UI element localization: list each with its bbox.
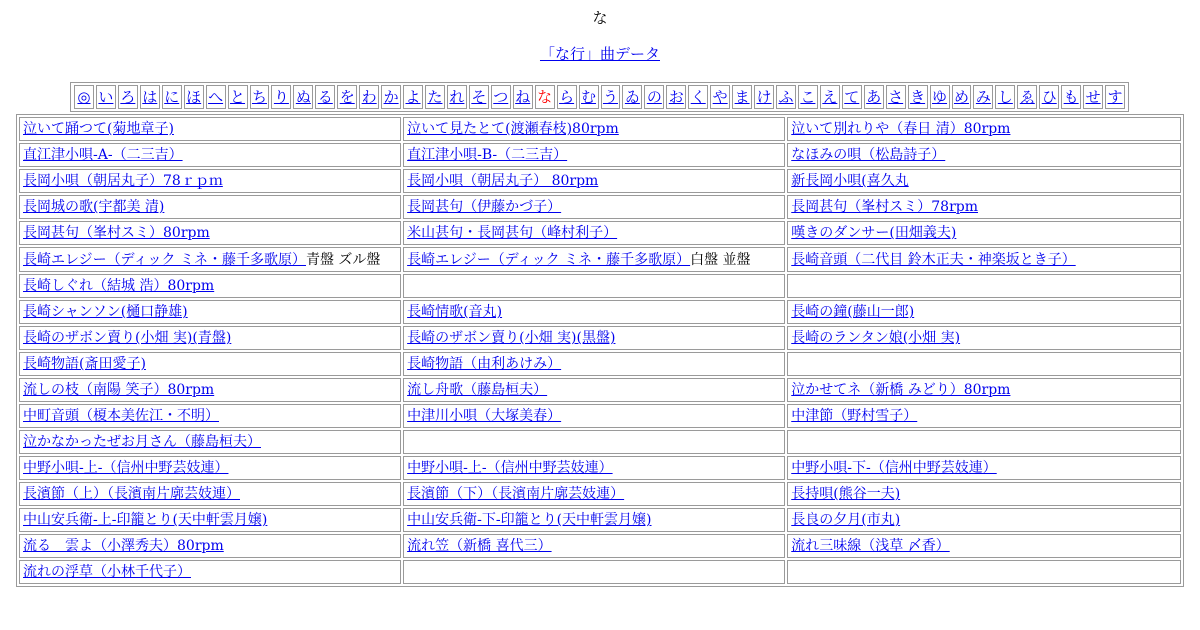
- kana-index-link[interactable]: と: [228, 85, 248, 109]
- kana-index-link[interactable]: ゐ: [622, 85, 642, 109]
- kana-index-link[interactable]: つ: [491, 85, 511, 109]
- page-title: な: [592, 9, 608, 27]
- kana-index-bar: [70, 82, 1129, 112]
- kana-index-link[interactable]: し: [995, 85, 1015, 109]
- song-link[interactable]: 中野小唄-上-（信州中野芸妓連）: [23, 460, 229, 476]
- table-cell: [787, 300, 1181, 324]
- table-cell: [403, 508, 785, 532]
- table-row: [19, 430, 1181, 454]
- kana-index-link[interactable]: の: [644, 85, 664, 109]
- table-cell: [403, 300, 785, 324]
- kana-index-link[interactable]: み: [973, 85, 993, 109]
- song-link[interactable]: 長崎の鐘(藤山一郎): [791, 304, 915, 320]
- table-row: [19, 326, 1181, 350]
- song-link[interactable]: 長崎エレジー（ディック ミネ・藤千多歌原）: [407, 252, 691, 268]
- song-link[interactable]: 泣いて踊つて(菊地章子): [23, 121, 174, 137]
- kana-index-link[interactable]: へ: [206, 85, 226, 109]
- kana-index-link[interactable]: そ: [469, 85, 489, 109]
- table-row: [19, 143, 1181, 167]
- table-cell: [19, 508, 401, 532]
- table-row: [19, 300, 1181, 324]
- kana-index-link[interactable]: め: [952, 85, 972, 109]
- subtitle-link[interactable]: 「な行」曲データ: [539, 45, 660, 63]
- table-cell: [403, 247, 785, 272]
- table-row: [19, 508, 1181, 532]
- table-cell: [787, 247, 1181, 272]
- table-cell: [787, 378, 1181, 402]
- song-link[interactable]: なほみの唄（松島詩子）: [791, 147, 946, 163]
- kana-index-link[interactable]: ぬ: [293, 85, 313, 109]
- table-cell: [19, 247, 401, 272]
- table-cell: [787, 534, 1181, 558]
- table-cell: [403, 352, 785, 376]
- kana-index-link[interactable]: ら: [557, 85, 577, 109]
- kana-index-link[interactable]: ね: [513, 85, 533, 109]
- song-link[interactable]: 流れ三味線（浅草 〆香）: [791, 538, 950, 554]
- kana-index-link[interactable]: に: [162, 85, 182, 109]
- table-cell: [19, 195, 401, 219]
- kana-index-link[interactable]: は: [140, 85, 160, 109]
- kana-index-link[interactable]: も: [1061, 85, 1081, 109]
- song-link[interactable]: 長崎のランタン娘(小畑 実): [791, 330, 961, 346]
- table-cell: [19, 534, 401, 558]
- song-link[interactable]: 長岡甚句（峯村スミ）78rpm: [791, 199, 978, 215]
- song-link[interactable]: 流れの浮草（小林千代子）: [23, 564, 191, 580]
- kana-index-link[interactable]: を: [337, 85, 357, 109]
- song-link[interactable]: 泣かせてネ（新橋 みどり）80rpm: [791, 382, 1011, 398]
- kana-index-link[interactable]: せ: [1083, 85, 1103, 109]
- table-cell: [403, 274, 785, 298]
- table-row: [19, 534, 1181, 558]
- song-link[interactable]: 中津節（野村雪子）: [791, 408, 918, 424]
- song-link[interactable]: 長崎物語(斎田愛子): [23, 356, 146, 372]
- table-cell: [19, 221, 401, 245]
- song-link[interactable]: 泣いて見たとて(渡瀬春枝)80rpm: [407, 121, 619, 137]
- table-row: [19, 456, 1181, 480]
- table-cell: [19, 430, 401, 454]
- table-cell: [787, 430, 1181, 454]
- kana-index-link[interactable]: け: [754, 85, 774, 109]
- table-cell: [787, 117, 1181, 141]
- kana-index-link[interactable]: う: [601, 85, 621, 109]
- song-link[interactable]: 長濱節（下）（長濱南片廓芸妓連）: [407, 486, 625, 502]
- song-link[interactable]: 長岡甚句（峯村スミ）80rpm: [23, 225, 210, 241]
- table-cell: [403, 143, 785, 167]
- song-link[interactable]: 長崎しぐれ（結城 浩）80rpm: [23, 278, 215, 294]
- table-cell: [787, 352, 1181, 376]
- song-link[interactable]: 米山甚句・長岡甚句（峰村利子）: [407, 225, 618, 241]
- table-cell: [19, 169, 401, 193]
- song-link[interactable]: 長岡甚句（伊藤かづ子）: [407, 199, 562, 215]
- kana-index-link[interactable]: す: [1105, 85, 1125, 109]
- kana-index-link[interactable]: や: [710, 85, 730, 109]
- song-link[interactable]: 長崎音頭（二代目 鈴木正夫・神楽坂とき子）: [791, 251, 1076, 268]
- table-cell: [787, 274, 1181, 298]
- table-cell: [19, 352, 401, 376]
- kana-index-link[interactable]: ◎: [74, 85, 94, 109]
- song-link[interactable]: 長岡小唄（朝居丸子） 80rpm: [407, 173, 599, 189]
- song-link[interactable]: 流しの枝（南陽 笑子）80rpm: [23, 382, 215, 398]
- song-link[interactable]: 長良の夕月(市丸): [791, 512, 901, 528]
- table-cell: [787, 169, 1181, 193]
- table-cell: [403, 456, 785, 480]
- table-cell: [787, 456, 1181, 480]
- kana-index-link[interactable]: か: [381, 85, 401, 109]
- song-link[interactable]: 中津川小唄（大塚美春）: [407, 408, 562, 424]
- table-cell: [19, 404, 401, 428]
- song-link[interactable]: 長崎のザボン賣り(小畑 実)(青盤): [23, 330, 232, 346]
- song-link[interactable]: 長持唄(熊谷一夫): [791, 486, 901, 502]
- table-cell: [403, 117, 785, 141]
- table-cell: [403, 378, 785, 402]
- kana-index-link[interactable]: く: [688, 85, 708, 109]
- kana-index-link[interactable]: え: [820, 85, 840, 109]
- table-cell: [19, 143, 401, 167]
- song-link[interactable]: 流れ笠（新橋 喜代三）: [407, 538, 552, 554]
- table-row: [19, 560, 1181, 584]
- table-row: [19, 195, 1181, 219]
- song-link[interactable]: 嘆きのダンサー(田畑義夫): [791, 225, 957, 241]
- kana-index-link[interactable]: ゆ: [930, 85, 950, 109]
- table-row: [19, 352, 1181, 376]
- song-link[interactable]: 長崎のザボン賣り(小畑 実)(黒盤): [407, 330, 616, 346]
- kana-index-link[interactable]: お: [666, 85, 686, 109]
- table-cell: [403, 326, 785, 350]
- song-note: 青盤 ズル盤: [305, 252, 381, 268]
- subtitle-link-wrap: [0, 45, 1200, 63]
- song-link[interactable]: 長崎エレジー（ディック ミネ・藤千多歌原）: [23, 252, 306, 268]
- kana-index-link[interactable]: ふ: [776, 85, 796, 109]
- kana-index-link[interactable]: ろ: [118, 85, 138, 109]
- table-row: [19, 221, 1181, 245]
- table-cell: [19, 117, 401, 141]
- kana-index-link[interactable]: い: [96, 85, 116, 109]
- table-cell: [19, 274, 401, 298]
- table-cell: [403, 221, 785, 245]
- kana-index-link[interactable]: ほ: [184, 85, 204, 109]
- table-cell: [787, 143, 1181, 167]
- table-cell: [19, 456, 401, 480]
- table-cell: [19, 378, 401, 402]
- song-link[interactable]: 中山安兵衛-下-印籠とり(天中軒雲月嬢): [407, 512, 652, 528]
- song-link[interactable]: 中野小唄-上-（信州中野芸妓連）: [407, 460, 613, 476]
- song-link[interactable]: 長岡城の歌(宇都美 清): [23, 199, 165, 215]
- kana-index-link[interactable]: れ: [447, 85, 467, 109]
- song-link[interactable]: 泣かなかったぜお月さん（藤島桓夫）: [23, 434, 261, 450]
- song-link[interactable]: 流し舟歌（藤島桓夫）: [407, 382, 548, 398]
- table-cell: [403, 560, 785, 584]
- kana-index-link[interactable]: ち: [250, 85, 270, 109]
- song-link[interactable]: 長崎情歌(音丸): [407, 304, 503, 320]
- song-table: [16, 114, 1184, 587]
- kana-index-link[interactable]: よ: [403, 85, 423, 109]
- kana-index-link[interactable]: む: [579, 85, 599, 109]
- table-cell: [403, 169, 785, 193]
- song-link[interactable]: 泣いて別れりや（春日 清）80rpm: [791, 121, 1011, 137]
- song-link[interactable]: 中町音頭（榎本美佐江・不明）: [23, 408, 219, 424]
- kana-index-link[interactable]: て: [842, 85, 862, 109]
- table-cell: [787, 404, 1181, 428]
- kana-index-link[interactable]: ひ: [1039, 85, 1059, 109]
- table-cell: [787, 326, 1181, 350]
- kana-index-link[interactable]: あ: [864, 85, 884, 109]
- table-cell: [787, 195, 1181, 219]
- table-cell: [403, 195, 785, 219]
- kana-index-link[interactable]: ま: [732, 85, 752, 109]
- table-row: [19, 482, 1181, 506]
- kana-index-link[interactable]: こ: [798, 85, 818, 109]
- kana-index-link[interactable]: さ: [886, 85, 906, 109]
- song-link[interactable]: 流る 雲よ（小澤秀夫）80rpm: [23, 538, 224, 554]
- table-row: [19, 169, 1181, 193]
- table-cell: [787, 221, 1181, 245]
- kana-index-link[interactable]: た: [425, 85, 445, 109]
- kana-index-link[interactable]: わ: [359, 85, 379, 109]
- table-cell: [19, 326, 401, 350]
- table-cell: [403, 482, 785, 506]
- kana-index-link[interactable]: り: [271, 85, 291, 109]
- kana-index-link[interactable]: る: [315, 85, 335, 109]
- table-cell: [19, 300, 401, 324]
- song-link[interactable]: 新長岡小唄(喜久丸: [791, 173, 909, 189]
- table-row: [19, 404, 1181, 428]
- song-link[interactable]: 中野小唄-下-（信州中野芸妓連）: [791, 460, 997, 476]
- song-link[interactable]: 中山安兵衛-上-印籠とり(天中軒雲月嬢): [23, 512, 268, 528]
- table-cell: [403, 534, 785, 558]
- song-link[interactable]: 長岡小唄（朝居丸子）78ｒｐｍ: [23, 173, 223, 189]
- table-cell: [787, 560, 1181, 584]
- table-row: [19, 117, 1181, 141]
- song-link[interactable]: 直江津小唄-B-（二三吉）: [407, 147, 568, 163]
- table-cell: [19, 560, 401, 584]
- table-cell: [403, 404, 785, 428]
- table-cell: [19, 482, 401, 506]
- song-link[interactable]: 長崎シャンソン(樋口静雄): [23, 304, 188, 320]
- kana-index-link[interactable]: な: [535, 85, 555, 109]
- table-cell: [403, 430, 785, 454]
- song-link[interactable]: 長濱節（上）（長濱南片廓芸妓連）: [23, 486, 240, 502]
- kana-index-link[interactable]: き: [908, 85, 928, 109]
- table-row: [19, 378, 1181, 402]
- table-cell: [787, 482, 1181, 506]
- table-row: [19, 274, 1181, 298]
- kana-index-link[interactable]: ゑ: [1017, 85, 1037, 109]
- table-row: [19, 247, 1181, 272]
- song-note: 白盤 並盤: [690, 252, 751, 268]
- song-link[interactable]: 直江津小唄-A-（二三吉）: [23, 147, 183, 163]
- song-link[interactable]: 長崎物語（由利あけみ）: [407, 356, 562, 372]
- table-cell: [787, 508, 1181, 532]
